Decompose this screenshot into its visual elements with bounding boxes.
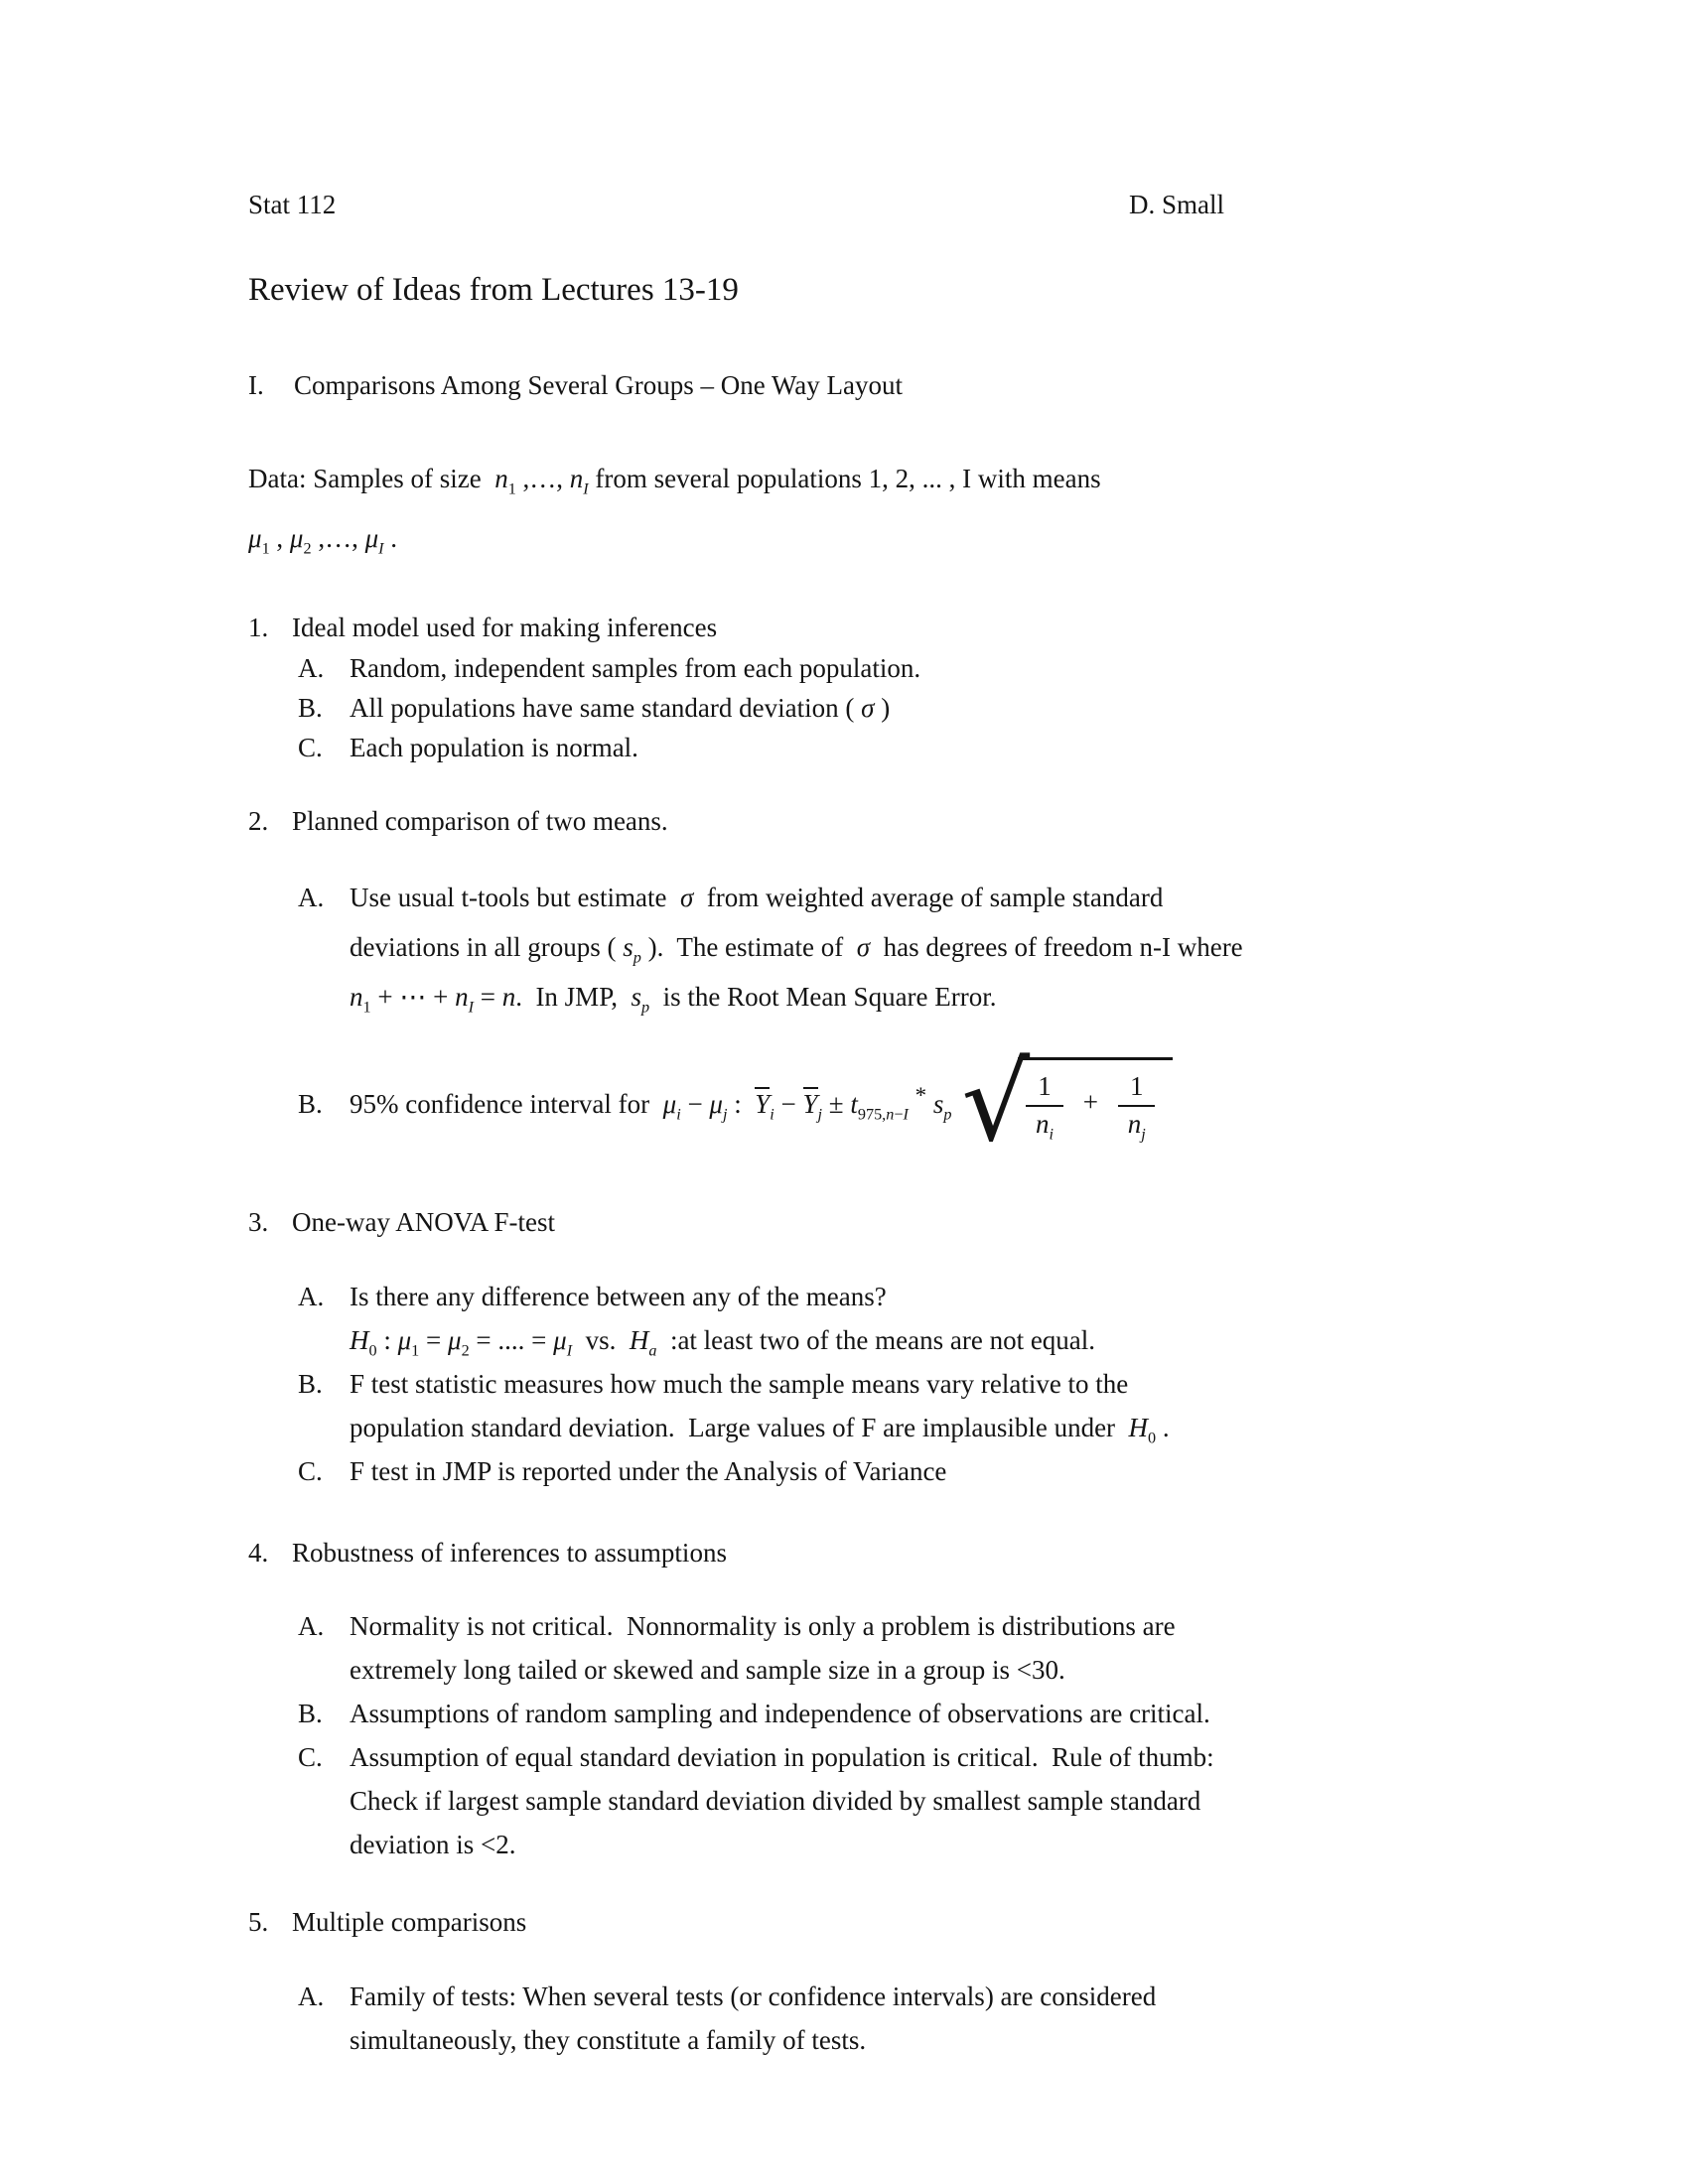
sub-text — [350, 873, 1243, 1022]
formula-text: 95% confidence interval for $\mu_i - \mu_j$ : $Y_i - Y_j \pm t_{975,n-I}$ * $s_p$ — [350, 1082, 952, 1124]
sub-list-1 — [248, 648, 1519, 767]
page-title: Review of Ideas from Lectures 13-19 — [248, 272, 739, 308]
square-root — [961, 1040, 1173, 1165]
page-header — [248, 185, 1519, 222]
list-item-4 — [248, 1533, 1519, 1573]
sub-item-3b — [248, 1362, 1519, 1449]
sub-text-line: Family of tests: When several tests (or confidence intervals) are considered — [350, 1980, 1157, 2011]
sub-marker: C. — [298, 732, 323, 762]
data-paragraph-line: Data: Samples of size $n_1$ ,…, $n_I$ from several populations 1, 2, ... , I with means — [248, 464, 1101, 498]
sub-item-4c — [248, 1735, 1519, 1866]
sub-item-4a — [248, 1604, 1519, 1692]
sub-item-2a — [248, 873, 1519, 1022]
fraction-numerator: 1 — [1118, 1070, 1156, 1107]
sub-list-3 — [248, 1275, 1519, 1493]
data-paragraph — [248, 449, 1519, 568]
sub-marker: C. — [298, 1455, 323, 1486]
sub-marker: B. — [298, 1368, 323, 1399]
section-heading-1 — [248, 365, 1519, 406]
item-heading: Ideal model used for making inferences — [292, 613, 718, 642]
section-heading-text: Comparisons Among Several Groups – One Way Layout — [294, 369, 903, 400]
list-marker: 4. — [248, 1537, 269, 1568]
data-paragraph-line: $\mu_1$ , $\mu_2$ ,…, $\mu_I$ . — [248, 523, 398, 558]
sub-list-5 — [248, 1975, 1519, 2062]
sub-list-2 — [248, 873, 1519, 1022]
fraction-1-over-ni — [1026, 1070, 1063, 1142]
fraction-numerator: 1 — [1026, 1070, 1063, 1107]
confidence-interval-formula — [248, 1040, 1519, 1165]
sub-marker: B. — [298, 1088, 323, 1119]
sub-text-line: $n_1$ + ⋯ + $n_I = n$. In JMP, $s_p$ is the Root Mean Square Error. — [350, 982, 997, 1017]
sub-text-line: deviations in all groups ( $s_p$ ). The estimate of σ has degrees of freedom n-I where — [350, 932, 1243, 967]
list-marker: 5. — [248, 1907, 269, 1937]
course-label: Stat 112 — [248, 190, 337, 219]
sub-marker: A. — [298, 1611, 325, 1641]
sub-text-line: Is there any difference between any of the means? — [350, 1281, 887, 1311]
sub-marker: B. — [298, 692, 323, 723]
sub-marker: C. — [298, 1742, 323, 1772]
item-heading: Planned comparison of two means. — [292, 805, 668, 836]
item-heading: One-way ANOVA F-test — [292, 1207, 555, 1237]
sub-item-1a — [248, 648, 1519, 688]
sub-text-line: Use usual t-tools but estimate σ from weighted average of sample standard — [350, 883, 1164, 912]
fraction-denominator: $n_i$ — [1036, 1108, 1054, 1143]
sub-item-1b — [248, 688, 1519, 728]
sub-marker: A. — [298, 1281, 325, 1311]
sub-marker: B. — [298, 1699, 323, 1728]
hypothesis-line: $H_0$ : $\mu_1 = \mu_2$ = .... = $\mu_I$ vs. $H_a$ :at least two of the means are not equal. — [350, 1324, 1096, 1359]
sub-text-line: Check if largest sample standard deviation divided by smallest sample standard — [350, 1786, 1201, 1816]
item-heading: Robustness of inferences to assumptions — [292, 1537, 727, 1568]
sub-text-line: Normality is not critical. Nonnormality is only a problem is distributions are — [350, 1611, 1176, 1641]
list-marker: 2. — [248, 805, 269, 836]
section-marker: I. — [248, 369, 264, 400]
radical-sign: √ — [961, 1040, 1031, 1165]
sub-marker: A. — [298, 652, 325, 683]
sub-text-line: simultaneously, they constitute a family of tests. — [350, 2024, 867, 2055]
list-item-2 — [248, 801, 1519, 842]
sub-text-line: extremely long tailed or skewed and sample size in a group is <30. — [350, 1655, 1065, 1685]
radicand — [1018, 1057, 1173, 1142]
sub-item-4b — [248, 1692, 1519, 1735]
sub-text: Each population is normal. — [350, 732, 638, 762]
fraction-denominator: $n_j$ — [1127, 1108, 1146, 1143]
sub-text: Assumptions of random sampling and independence of observations are critical. — [350, 1699, 1210, 1728]
sub-text-line: deviation is <2. — [350, 1830, 516, 1859]
list-marker: 3. — [248, 1207, 269, 1237]
sub-text — [350, 1975, 1156, 2062]
list-item-5 — [248, 1902, 1519, 1943]
sub-text — [350, 1275, 1095, 1362]
sub-item-3c — [248, 1449, 1519, 1493]
sub-text-line: Assumption of equal standard deviation in population is critical. Rule of thumb: — [350, 1742, 1214, 1772]
list-marker: 1. — [248, 613, 269, 642]
list-item-3 — [248, 1202, 1519, 1243]
sub-list-4 — [248, 1604, 1519, 1866]
sub-text — [350, 1735, 1214, 1866]
item-heading: Multiple comparisons — [292, 1907, 527, 1937]
author-label: D. Small — [1129, 190, 1225, 219]
sub-item-1c — [248, 728, 1519, 767]
sub-marker: A. — [298, 1980, 325, 2011]
plus-sign: + — [1082, 1087, 1098, 1118]
sub-text: All populations have same standard deviation ( σ ) — [350, 692, 891, 723]
list-item-1 — [248, 608, 1519, 648]
sub-text — [350, 1362, 1170, 1449]
sub-text: Random, independent samples from each population. — [350, 652, 921, 683]
sub-marker: A. — [298, 883, 325, 912]
sub-text — [350, 1604, 1176, 1692]
sub-text-line: F test statistic measures how much the sample means vary relative to the — [350, 1368, 1129, 1399]
sub-item-3a — [248, 1275, 1519, 1362]
sub-text-line: population standard deviation. Large values of F are implausible under $H_0$ . — [350, 1412, 1170, 1446]
sub-item-5a — [248, 1975, 1519, 2062]
fraction-1-over-nj — [1118, 1070, 1156, 1142]
sub-text: F test in JMP is reported under the Analysis of Variance — [350, 1455, 947, 1486]
